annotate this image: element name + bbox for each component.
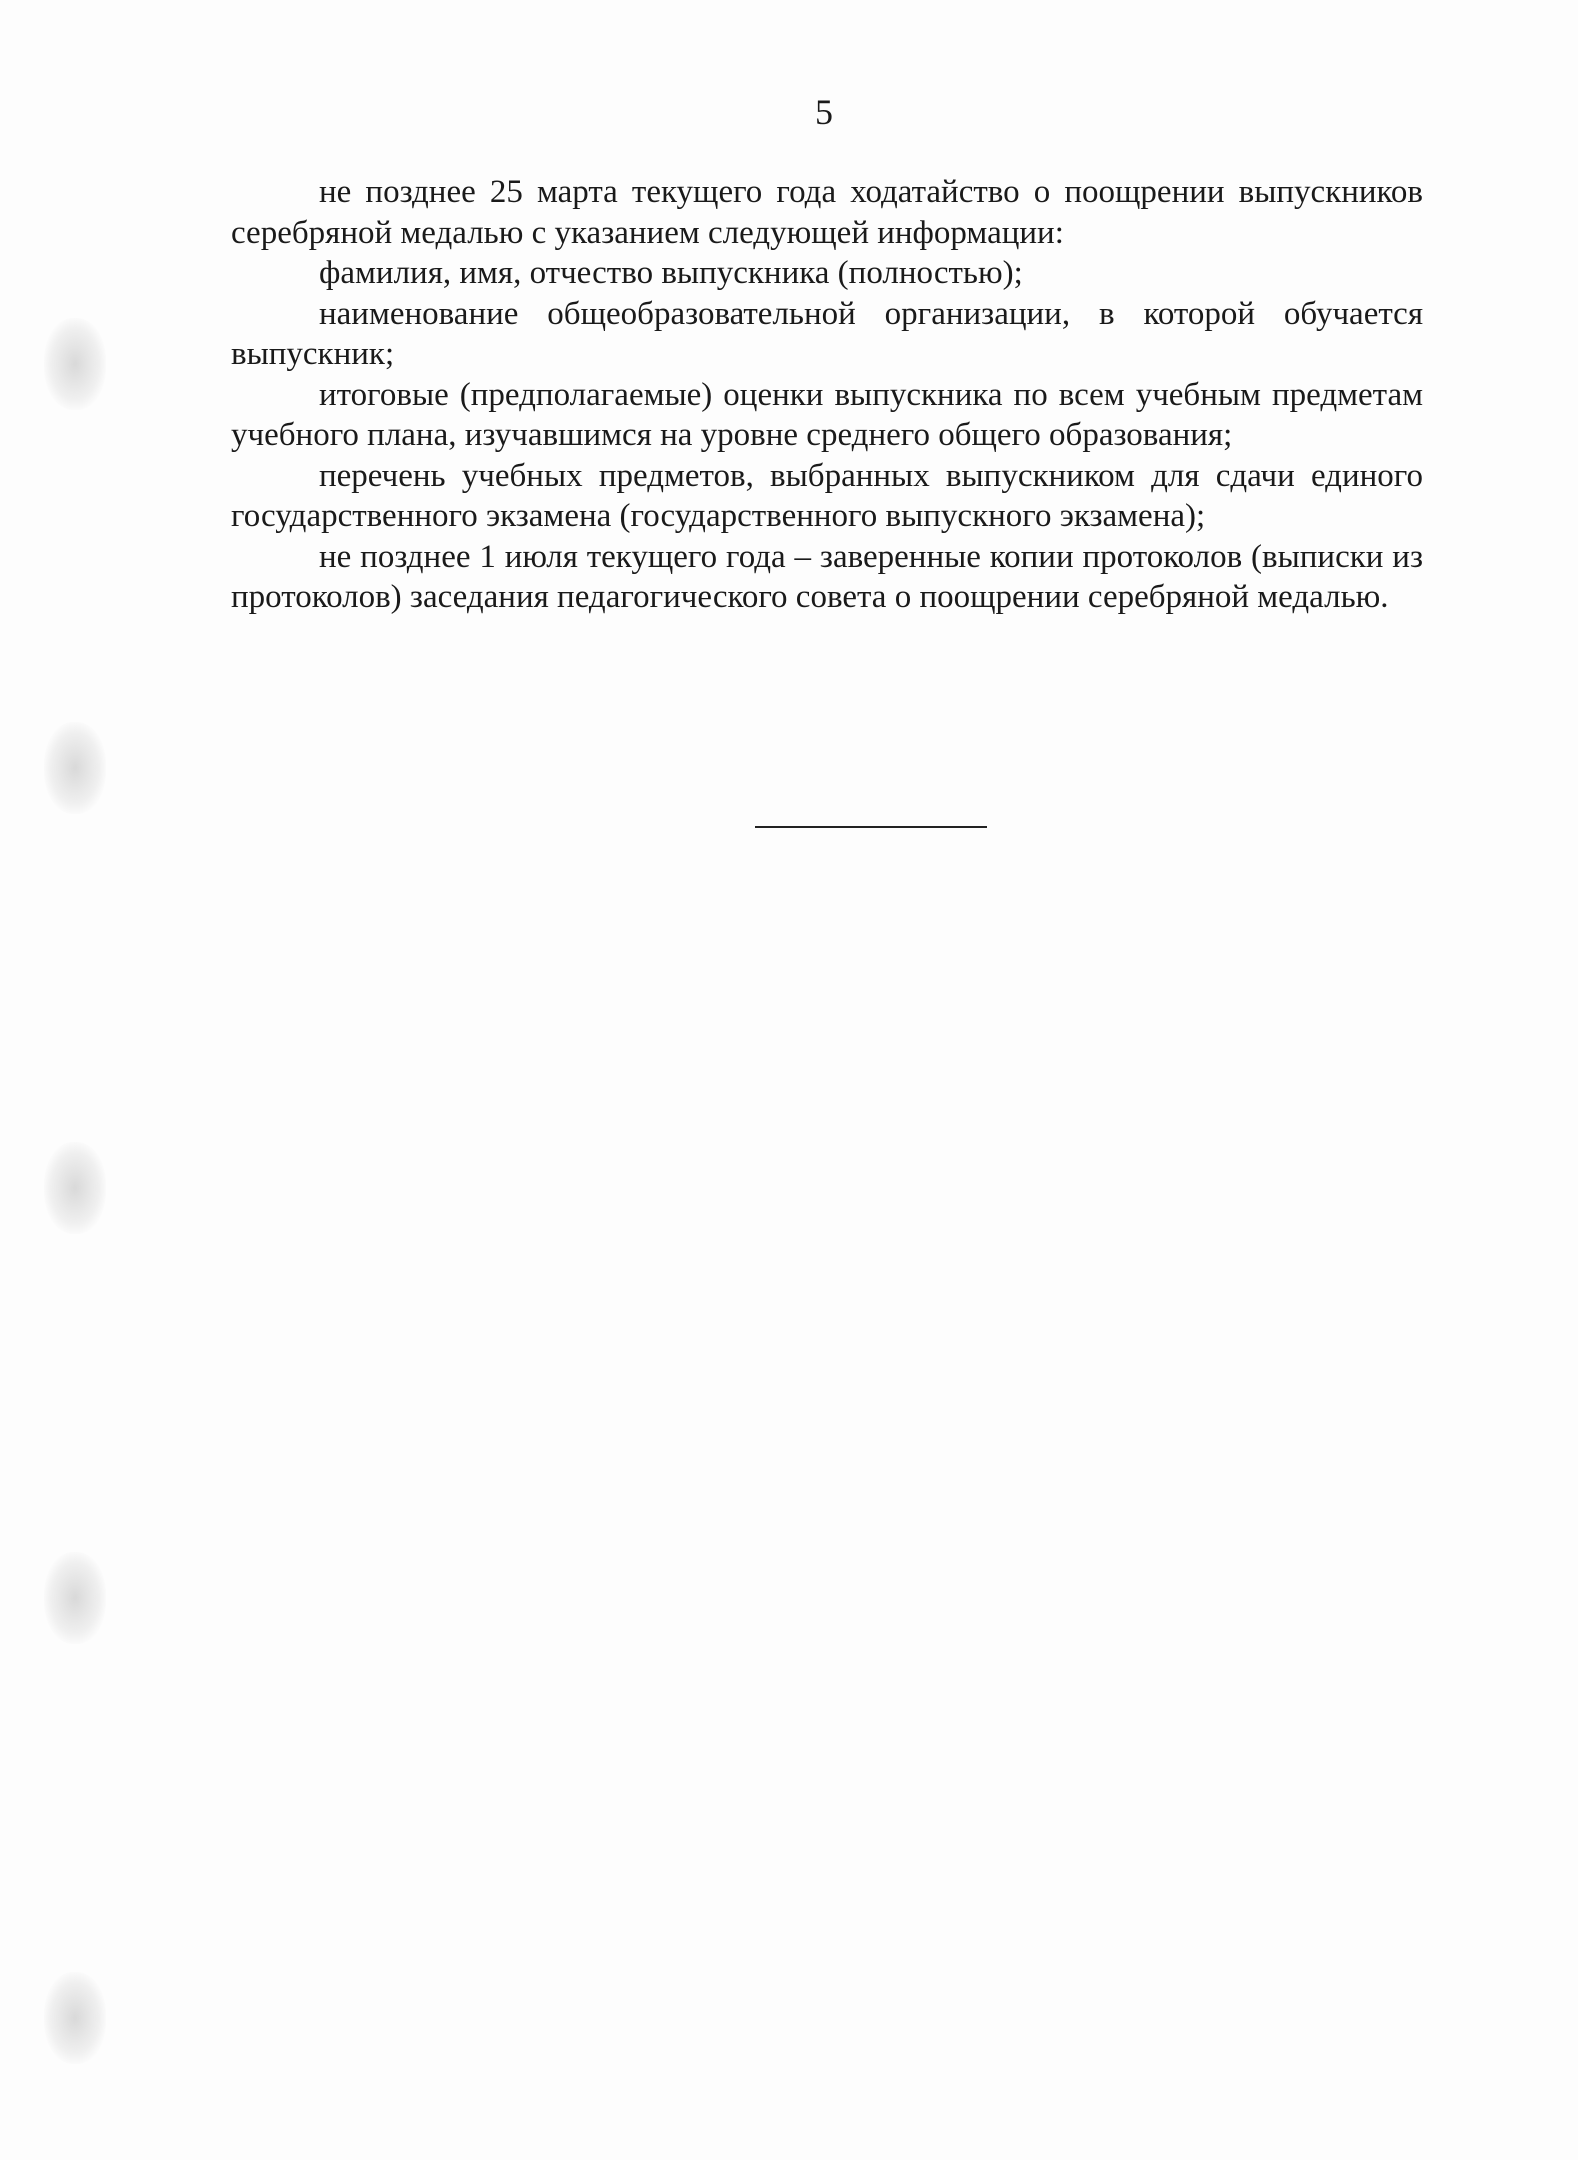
paragraph: не позднее 25 марта текущего года ходатайство о поощрении выпускников серебряной медалью с указанием следующей информации:	[231, 174, 1423, 251]
scan-smudge	[44, 318, 106, 410]
paragraph: итоговые (предполагаемые) оценки выпускника по всем учебным предметам учебного плана, изучавшимся на уровне среднего общего образования;	[231, 376, 1423, 453]
paragraph: наименование общеобразовательной организации, в которой обучается выпускник;	[231, 295, 1423, 372]
page-number: 5	[815, 92, 833, 132]
end-separator-line	[755, 826, 987, 828]
paragraph: перечень учебных предметов, выбранных выпускником для сдачи единого государственного экзамена (государственного выпускного экзамена);	[231, 457, 1423, 534]
paragraph: фамилия, имя, отчество выпускника (полностью);	[319, 255, 1023, 291]
scan-smudge	[44, 722, 106, 814]
paragraph: не позднее 1 июля текущего года – заверенные копии протоколов (выписки из протоколов) заседания педагогического совета о поощрении серебряной медалью.	[231, 538, 1423, 615]
scan-smudge	[44, 1972, 106, 2064]
scan-smudge	[44, 1552, 106, 1644]
body-text	[231, 172, 1423, 618]
scan-smudge	[44, 1142, 106, 1234]
